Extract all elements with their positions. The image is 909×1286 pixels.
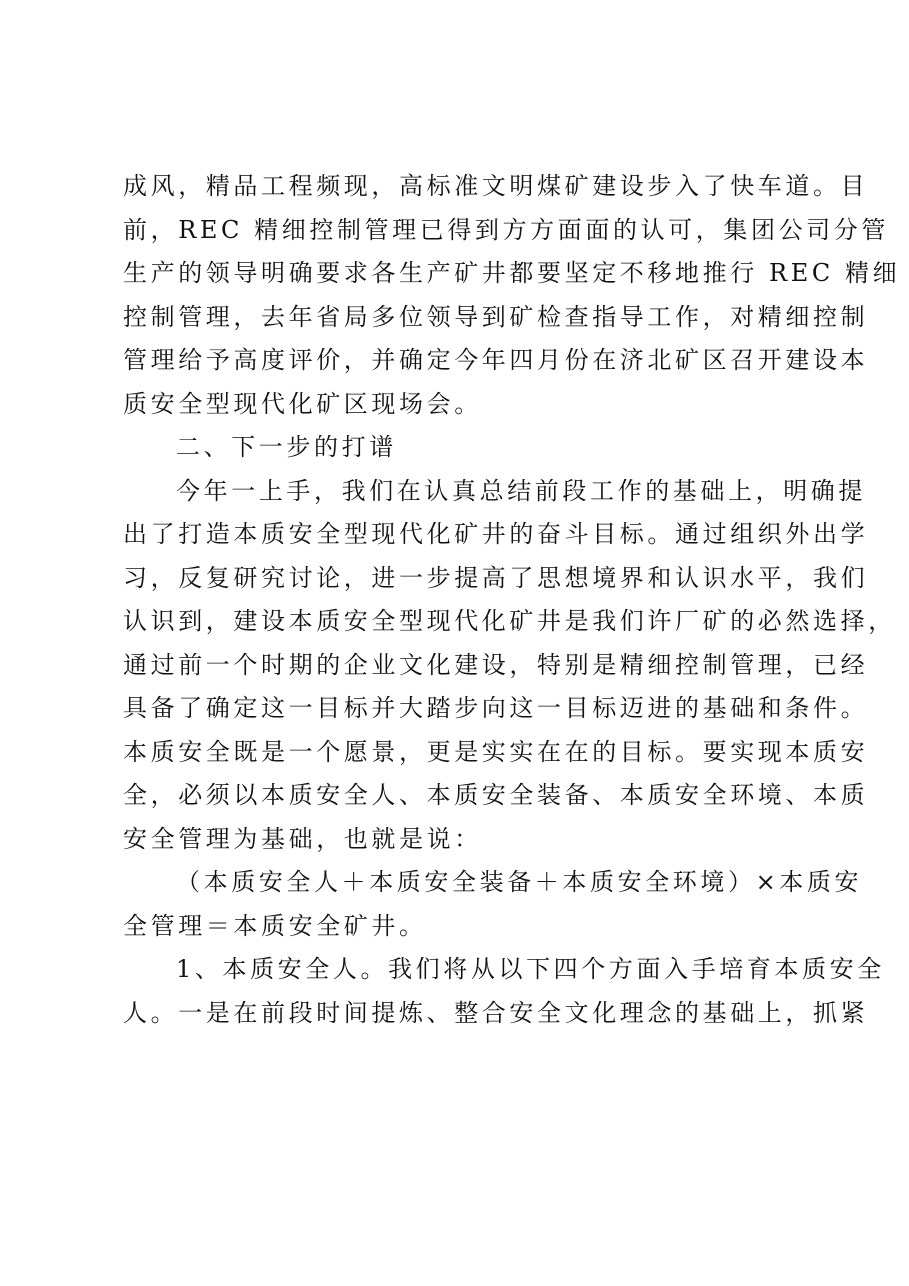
text-line: 成风，精品工程频现，高标准文明煤矿建设步入了快车道。目 [123, 172, 869, 200]
formula-line: （本质安全人＋本质安全装备＋本质安全环境）×本质安 [176, 868, 863, 896]
section-heading: 二、下一步的打谱 [176, 433, 397, 461]
text-line: 本质安全既是一个愿景，更是实实在在的目标。要实现本质安 [123, 737, 869, 766]
text-line: 管理给予高度评价，并确定今年四月份在济北矿区召开建设本 [123, 346, 869, 374]
text-line: 生产的领导明确要求各生产矿井都要坚定不移地推行 REC 精细 [123, 259, 901, 287]
formula-line: 全管理＝本质安全矿井。 [123, 911, 427, 940]
text-line: 前，REC 精细控制管理已得到方方面面的认可，集团公司分管 [123, 215, 889, 244]
text-line: 出了打造本质安全型现代化矿井的奋斗目标。通过组织外出学 [123, 520, 869, 548]
text-line: 全，必须以本质安全人、本质安全装备、本质安全环境、本质 [123, 781, 869, 809]
text-line: 控制管理，去年省局多位领导到矿检查指导工作，对精细控制 [123, 302, 869, 331]
text-line: 认识到，建设本质安全型现代化矿井是我们许厂矿的必然选择， [123, 607, 896, 635]
paragraph-start: 1、本质安全人。我们将从以下四个方面入手培育本质安全 [176, 955, 885, 983]
text-line: 具备了确定这一目标并大踏步向这一目标迈进的基础和条件。 [123, 694, 869, 722]
text-line: 通过前一个时期的企业文化建设，特别是精细控制管理，已经 [123, 650, 869, 679]
text-line: 质安全型现代化矿区现场会。 [123, 389, 482, 418]
text-line: 习，反复研究讨论，进一步提高了思想境界和认识水平，我们 [123, 563, 869, 592]
paragraph-start: 今年一上手，我们在认真总结前段工作的基础上，明确提 [176, 476, 866, 505]
body-text [123, 165, 901, 1035]
text-line: 安全管理为基础，也就是说： [123, 824, 482, 853]
text-line: 人。一是在前段时间提炼、整合安全文化理念的基础上，抓紧 [123, 998, 869, 1027]
